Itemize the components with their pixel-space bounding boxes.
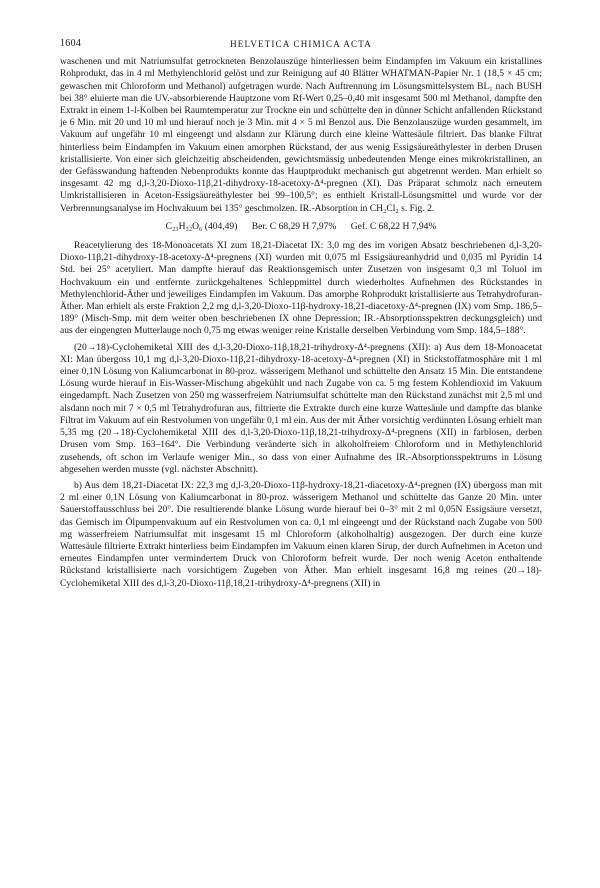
journal-title: HELVETICA CHIMICA ACTA <box>230 39 372 49</box>
found-values: Gef. C 68,22 H 7,94% <box>350 220 437 232</box>
page-number: 1604 <box>60 38 82 49</box>
paragraph-cyclohemiketal-b: b) Aus dem 18,21-Diacetat IX: 22,3 mg d,l-3,20-Dioxo-11β-hydroxy-18,21-diacetoxy-Δ⁴-pregnen (IX) übergoss man mit 2 ml einer 0,1N Lösung von Kaliumcarbonat in 80-proz. wässerigem Methanol und schüttelte das Ganze 20 Min. unter Sauerstoffausschluss bei 20°. Die resultierende blanke Lösung wurde hierauf bei 0–3° mit 2 ml 0,05N Essigsäure versetzt, das Gemisch im Ölpumpenvakuum auf ein Restvolumen von ca. 0,1 ml eingeengt und der Rückstand nach Zugabe von 500 mg wasserfreiem Natriumsulfat mit insgesamt 15 ml Chloroform (alkoholhaltig) ausgezogen. Der durch eine kurze Wattesäule filtrierte Extrakt hinterliess beim Eindampfen im Vakuum einen klaren Sirup, der durch Aufnehmen in Aceton und erneutes Eindampfen unter vermindertem Druck von Chloroform befreit wurde. Der noch wenig Aceton enthaltende Rückstand kristallisierte nach vorsichtigem Zugeben von Äther. Man erhielt insgesamt 16,8 mg reines (20→18)-Cyclohemiketal XIII des d,l-3,20-Dioxo-11β,18,21-trihydroxy-Δ⁴-pregnens (XII) in <box>60 479 542 589</box>
compound-formula: C₂₃H₃₂O₆ (404,49) <box>165 220 238 232</box>
paragraph-cyclohemiketal-a: (20→18)-Cyclohemiketal XIII des d,l-3,20-Dioxo-11β,18,21-trihydroxy-Δ⁴-pregnens (XII): a) Aus dem 18-Monoacetat XI: Man übergoss 10,1 mg d,l-3,20-Dioxo-11β,21-dihydroxy-18-acetoxy-Δ⁴-pregnen (XI) in Stickstoffatmosphäre mit 1 ml einer 0,1N Lösung von Kaliumcarbonat in 80-proz. wässerigem Methanol und schüttelte den Ansatz 15 Min. Die entstandene Lösung wurde hierauf in Eis-Wasser-Mischung abgekühlt und nach Zugabe von ca. 5 mg festem Kohlendioxid im Vakuum eingedampft. Nach Zusetzen von 250 mg wasserfreiem Natriumsulfat schüttelte man den Rückstand zunächst mit 2,5 ml und alsdann noch mit 7 × 0,5 ml Tetrahydrofuran aus, filtrierte die Extrakte durch eine kurze Wattesäule und dampfte das blanke Filtrat im Vakuum auf ein Restvolumen von ungefähr 0,1 ml ein. Aus der mit Äther vorsichtig verdünnten Lösung erhielt man 5,35 mg (20→18)-Cyclohemiketal XIII des d,l-3,20-Dioxo-11β,18,21-trihydroxy-Δ⁴-pregnens (XII) in farblosen, derben Drusen vom Smp. 163–164°. Die Verbindung veränderte sich in alkoholfreiem Chloroform und in Methylenchlorid zusehends, oft schon im Verlaufe weniger Min., so dass von einer Aufnahme des IR.-Absorptionsspektrums in Lösung abgesehen werden musste (vgl. nächster Abschnitt). <box>60 341 542 475</box>
paragraph-1: waschenen und mit Natriumsulfat getrockneten Benzolauszüge hinterliessen beim Eindampfen im Vakuum ein kristallines Rohprodukt, das in 4 ml Methylenchlorid gelöst und zur Reinigung auf 40 Blätter WHATMAN-Papier Nr. 1 (18,5 × 45 cm; gewaschen mit Chloroform und Methanol) aufgetragen wurde. Nach Auftrennung im Lösungsmittelsystem BL₁ nach BUSH bei 38° eluierte man die UV.-absorbierende Hauptzone vom Rf-Wert 0,25–0,40 mit insgesamt 500 ml Methanol, dampfte den Extrakt in einem 1-l-Kolben bei Raumtemperatur zur Trockne ein und schüttelte den in dünner Schicht anfallenden Rückstand je 6 Min. mit 20 und 10 ml und hierauf noch je 3 Min. mit 4 × 5 ml Benzol aus. Die Benzolauszüge wurden gesammelt, im Vakuum auf ungefähr 10 ml eingeengt und alsdann zur Klärung durch eine kleine Wattesäule filtriert. Das blanke Filtrat hinterliess beim Eindampfen im Vakuum einen amorphen Rückstand, der aus wenig Essigsäureäthylester in derben Drusen kristallisierte. Von einer sich gleichzeitig abscheidenden, gewichtsmässig unbedeutenden Menge eines mikrokristallinen, an der Gefässwandung haftenden Nebenprodukts konnte das Hauptprodukt mechanisch gut abgetrennt werden. Man erhielt so insgesamt 42 mg d,l-3,20-Dioxo-11β,21-dihydroxy-18-acetoxy-Δ⁴-pregnen (XI). Das Präparat schmolz nach erneutem Umkristallisieren in Aceton-Essigsäureäthylester bei 99–100,5°; es enthielt Kristall-Lösungsmittel und wurde vor der Verbrennungsanalyse im Hochvakuum bei 135° geschmolzen. IR.-Absorption in CH₂Cl₂ s. Fig. 2. <box>60 56 542 214</box>
page-header <box>60 38 542 50</box>
document-page <box>60 38 542 590</box>
calculated-values: Ber. C 68,29 H 7,97% <box>251 220 337 232</box>
paragraph-reacetylation: Reacetylierung des 18-Monoacetats XI zum 18,21-Diacetat IX: 3,0 mg des im vorigen Absatz beschriebenen d,l-3,20-Dioxo-11β,21-dihydroxy-18-acetoxy-Δ⁴-pregnens (XI) wurden mit 0,075 ml Essigsäureanhydrid und 0,035 ml Pyridin 14 Std. bei 25° acetyliert. Man dampfte hierauf das Reaktionsgemisch unter Zusetzen von insgesamt 0,3 ml Toluol im Hochvakuum ein und entfernte zurückgehaltenes Schleppmittel durch wiederholtes Aufnehmen des Rückstandes in Methylenchlorid-Äther und jeweiliges Eindampfen im Vakuum. Das amorphe Rohprodukt kristallisierte aus Tetrahydrofuran-Äther. Man erhielt als erste Fraktion 2,2 mg d,l-3,20-Dioxo-11β-hydroxy-18,21-diacetoxy-Δ⁴-pregnen (IX) vom Smp. 186,5–189° (Misch-Smp. mit dem weiter oben beschriebenen IX ohne Depression; IR.-Absorptionsspektren deckungsgleich) und aus der eingengten Mutterlauge noch 0,75 mg etwas weniger reine Kristalle derselben Verbindung vom Smp. 184,5–188°. <box>60 240 542 337</box>
elemental-analysis <box>60 221 542 233</box>
